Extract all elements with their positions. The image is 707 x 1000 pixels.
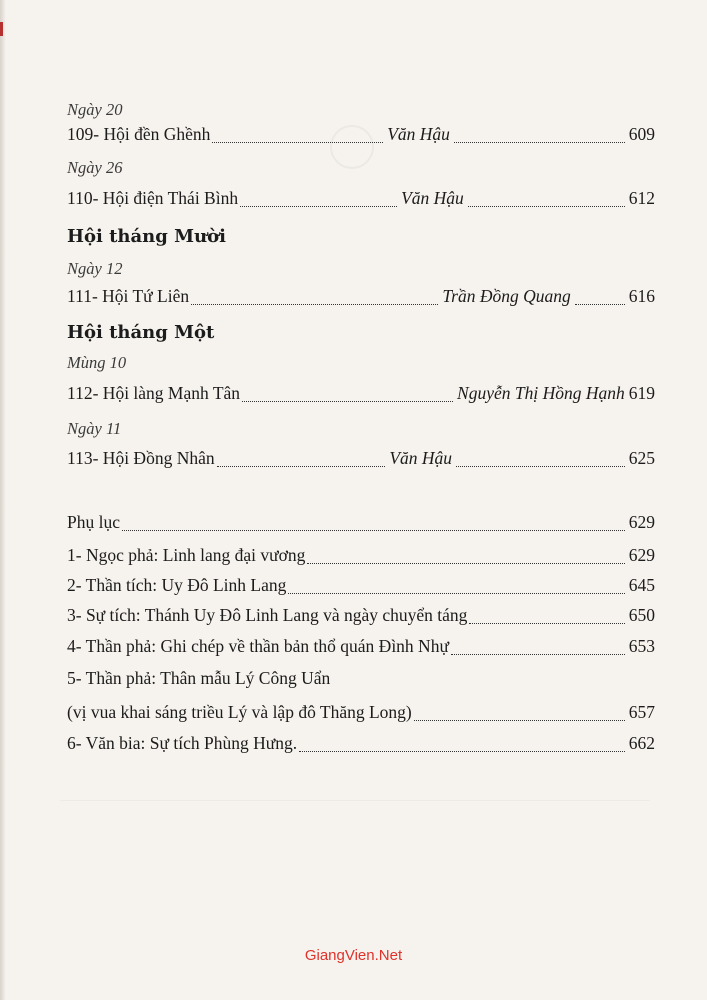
- dot-leader: [217, 466, 386, 467]
- entry-page: 609: [628, 124, 655, 144]
- section-heading: Hội tháng Một: [67, 322, 215, 343]
- toc-entry: [67, 188, 655, 212]
- appendix-entry: [67, 668, 655, 692]
- dot-leader: [451, 654, 625, 655]
- dot-leader: [414, 720, 625, 721]
- appendix-title: 5- Thần phả: Thân mẫu Lý Công Uẩn: [67, 668, 331, 688]
- watermark-link[interactable]: GiangVien.Net: [304, 947, 403, 964]
- entry-author: Nguyễn Thị Hồng Hạnh: [457, 383, 625, 403]
- appendix-entry: [67, 702, 655, 726]
- day-label: Mùng 10: [67, 353, 127, 372]
- appendix-title: 1- Ngọc phả: Linh lang đại vương: [67, 545, 306, 565]
- appendix-entry: [67, 636, 655, 660]
- appendix-title: 3- Sự tích: Thánh Uy Đô Linh Lang và ngày chuyển táng: [67, 605, 468, 625]
- entry-title: 109- Hội đền Ghềnh: [67, 124, 211, 144]
- toc-entry: [67, 124, 655, 148]
- dot-leader: [469, 623, 624, 624]
- page-edge-shadow: [0, 0, 6, 1000]
- appendix-title: 2- Thần tích: Uy Đô Linh Lang: [67, 575, 287, 595]
- entry-page: 612: [628, 188, 655, 208]
- entry-page: 619: [628, 383, 655, 403]
- appendix-title: 4- Thần phả: Ghi chép về thần bản thổ quán Đình Nhự: [67, 636, 449, 656]
- toc-entry: [67, 383, 655, 407]
- dot-leader: [468, 206, 625, 207]
- entry-page: 616: [628, 286, 655, 306]
- dot-leader: [456, 466, 625, 467]
- dot-leader: [191, 304, 438, 305]
- appendix-entry: [67, 575, 655, 599]
- appendix-entry: [67, 512, 655, 536]
- entry-title: 112- Hội làng Mạnh Tân: [67, 383, 241, 403]
- entry-author: Văn Hậu: [401, 188, 464, 208]
- day-label: Ngày 12: [67, 259, 123, 278]
- appendix-page: 629: [628, 545, 655, 565]
- appendix-title: (vị vua khai sáng triều Lý và lập đô Thăng Long): [67, 702, 412, 722]
- dot-leader: [307, 563, 624, 564]
- day-label: Ngày 11: [67, 419, 122, 438]
- appendix-entry: [67, 545, 655, 569]
- entry-author: Trần Đồng Quang: [442, 286, 571, 306]
- dot-leader: [299, 751, 625, 752]
- entry-author: Văn Hậu: [387, 124, 450, 144]
- appendix-page: 653: [628, 636, 655, 656]
- dot-leader: [575, 304, 625, 305]
- entry-page: 625: [628, 448, 655, 468]
- entry-title: 111- Hội Tứ Liên: [67, 286, 190, 306]
- appendix-title: 6- Văn bia: Sự tích Phùng Hưng.: [67, 733, 298, 753]
- section-heading: Hội tháng Mười: [67, 226, 226, 247]
- appendix-title: Phụ lục: [67, 512, 120, 532]
- toc-entry: [67, 286, 655, 310]
- entry-title: 110- Hội điện Thái Bình: [67, 188, 239, 208]
- dot-leader: [454, 142, 625, 143]
- day-label: Ngày 20: [67, 100, 123, 119]
- dot-leader: [240, 206, 397, 207]
- day-label: Ngày 26: [67, 158, 123, 177]
- appendix-page: 629: [628, 512, 655, 532]
- appendix-page: 662: [628, 733, 655, 753]
- toc-entry: [67, 448, 655, 472]
- dot-leader: [288, 593, 624, 594]
- dot-leader: [212, 142, 383, 143]
- appendix-page: 657: [628, 702, 655, 722]
- appendix-page: 645: [628, 575, 655, 595]
- appendix-page: 650: [628, 605, 655, 625]
- dot-leader: [242, 401, 453, 402]
- dot-leader: [122, 530, 625, 531]
- bleed-through-mark: [60, 800, 650, 802]
- appendix-entry: [67, 605, 655, 629]
- entry-author: Văn Hậu: [389, 448, 453, 468]
- entry-title: 113- Hội Đồng Nhân: [67, 448, 215, 468]
- corner-mark: [0, 22, 3, 36]
- appendix-entry: [67, 733, 655, 757]
